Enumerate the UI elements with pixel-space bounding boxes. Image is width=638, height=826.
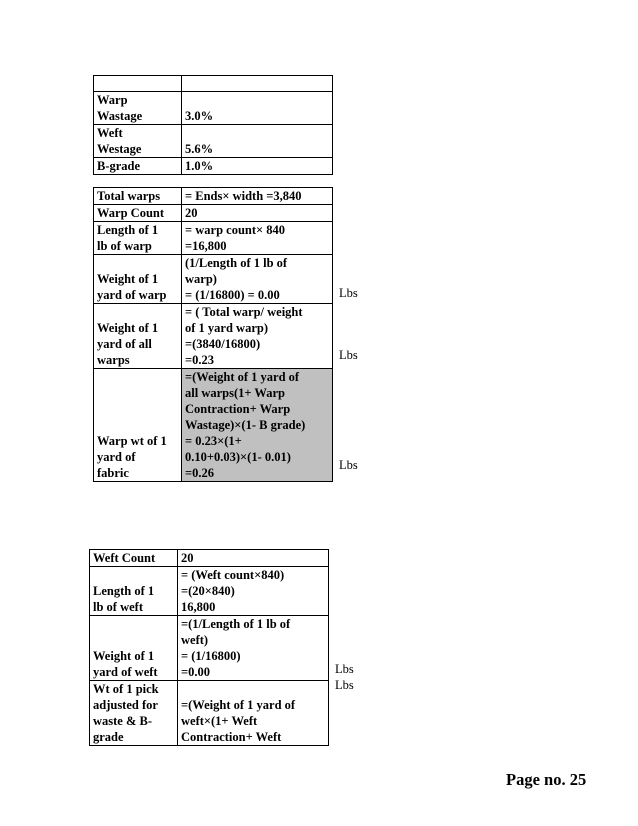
- table-cell-label: [94, 188, 182, 205]
- length-lb-weft-label: Length of 1 lb of weft: [93, 584, 155, 614]
- table-cell-value: [178, 681, 329, 746]
- unit-label: Lbs: [339, 286, 358, 300]
- warp-wt-fabric-value: =(Weight of 1 yard of all warps(1+ Warp Contraction+ Warp Wastage)×(1- B grade) = 0.23×(1+ 0.10+0.03)×(1- 0.01) =0.26: [185, 370, 306, 480]
- warp-wastage-value: 3.0%: [185, 109, 214, 123]
- table-cell-label: [94, 158, 182, 175]
- table-row: [94, 188, 333, 205]
- table-row: [94, 125, 333, 158]
- table-row: [94, 255, 333, 304]
- table-cell-value: [178, 550, 329, 567]
- weft-count-label: Weft Count: [93, 551, 156, 565]
- table-cell-value: [182, 158, 333, 175]
- weight-yard-weft-label: Weight of 1 yard of weft: [93, 649, 158, 679]
- table-cell-value: [182, 125, 333, 158]
- table-row: [94, 158, 333, 175]
- table-cell-value: [182, 222, 333, 255]
- table-cell-label: [94, 222, 182, 255]
- wt-pick-label: Wt of 1 pick adjusted for waste & B- grade: [93, 682, 159, 744]
- unit-label: Lbs: [335, 662, 354, 676]
- page-number: Page no. 25: [506, 770, 587, 789]
- table-cell-label: [94, 76, 182, 92]
- table-cell-value: [178, 616, 329, 681]
- weight-yard-warp-value: (1/Length of 1 lb of warp) = (1/16800) = 0.00: [185, 256, 288, 302]
- table-cell-value: [182, 205, 333, 222]
- table-row: [90, 550, 329, 567]
- table-cell-label: [90, 550, 178, 567]
- table-cell-value-highlighted: [182, 369, 333, 482]
- table-row: [94, 76, 333, 92]
- table-cell-label: [90, 616, 178, 681]
- table-cell-label: [94, 205, 182, 222]
- table-row: [94, 205, 333, 222]
- table-cell-label: [94, 92, 182, 125]
- length-lb-warp-label: Length of 1 lb of warp: [97, 223, 159, 253]
- table-row: [90, 567, 329, 616]
- unit-label: Lbs: [335, 678, 354, 692]
- table-cell-label: [94, 304, 182, 369]
- table-row: [94, 92, 333, 125]
- b-grade-label: B-grade: [97, 159, 141, 173]
- table-row: [90, 681, 329, 746]
- table-cell-label: [90, 681, 178, 746]
- table-cell-value: [182, 76, 333, 92]
- total-warps-value: = Ends× width =3,840: [185, 189, 302, 203]
- table-cell-label: [94, 125, 182, 158]
- weft-wastage-value: 5.6%: [185, 142, 214, 156]
- b-grade-value: 1.0%: [185, 159, 214, 173]
- table-cell-label: [94, 369, 182, 482]
- unit-label: Lbs: [339, 458, 358, 472]
- weft-table: [89, 549, 329, 746]
- table-cell-value: [178, 567, 329, 616]
- table-row: [94, 304, 333, 369]
- table-cell-value: [182, 304, 333, 369]
- table-row: [94, 222, 333, 255]
- table-cell-label: [94, 255, 182, 304]
- warp-count-label: Warp Count: [97, 206, 165, 220]
- table-row: [90, 616, 329, 681]
- unit-label: Lbs: [339, 348, 358, 362]
- weight-yard-warp-label: Weight of 1 yard of warp: [97, 272, 167, 302]
- total-warps-label: Total warps: [97, 189, 161, 203]
- table-row: [94, 369, 333, 482]
- length-lb-weft-value: = (Weft count×840) =(20×840) 16,800: [181, 568, 285, 614]
- table-cell-value: [182, 92, 333, 125]
- warp-count-value: 20: [185, 206, 198, 220]
- weft-count-value: 20: [181, 551, 194, 565]
- wastage-table: [93, 75, 333, 175]
- weight-all-warps-label: Weight of 1 yard of all warps: [97, 321, 159, 367]
- warp-wt-fabric-label: Warp wt of 1 yard of fabric: [97, 434, 167, 480]
- table-cell-value: [182, 188, 333, 205]
- wt-pick-value: =(Weight of 1 yard of weft×(1+ Weft Contraction+ Weft: [181, 698, 296, 744]
- length-lb-warp-value: = warp count× 840 =16,800: [185, 223, 286, 253]
- warp-table: [93, 187, 333, 482]
- table-cell-value: [182, 255, 333, 304]
- weft-wastage-label: Weft Westage: [97, 126, 142, 156]
- table-cell-label: [90, 567, 178, 616]
- weight-yard-weft-value: =(1/Length of 1 lb of weft) = (1/16800) =0.00: [181, 617, 291, 679]
- warp-wastage-label: Warp Wastage: [97, 93, 143, 123]
- weight-all-warps-value: = ( Total warp/ weight of 1 yard warp) =(3840/16800) =0.23: [185, 305, 303, 367]
